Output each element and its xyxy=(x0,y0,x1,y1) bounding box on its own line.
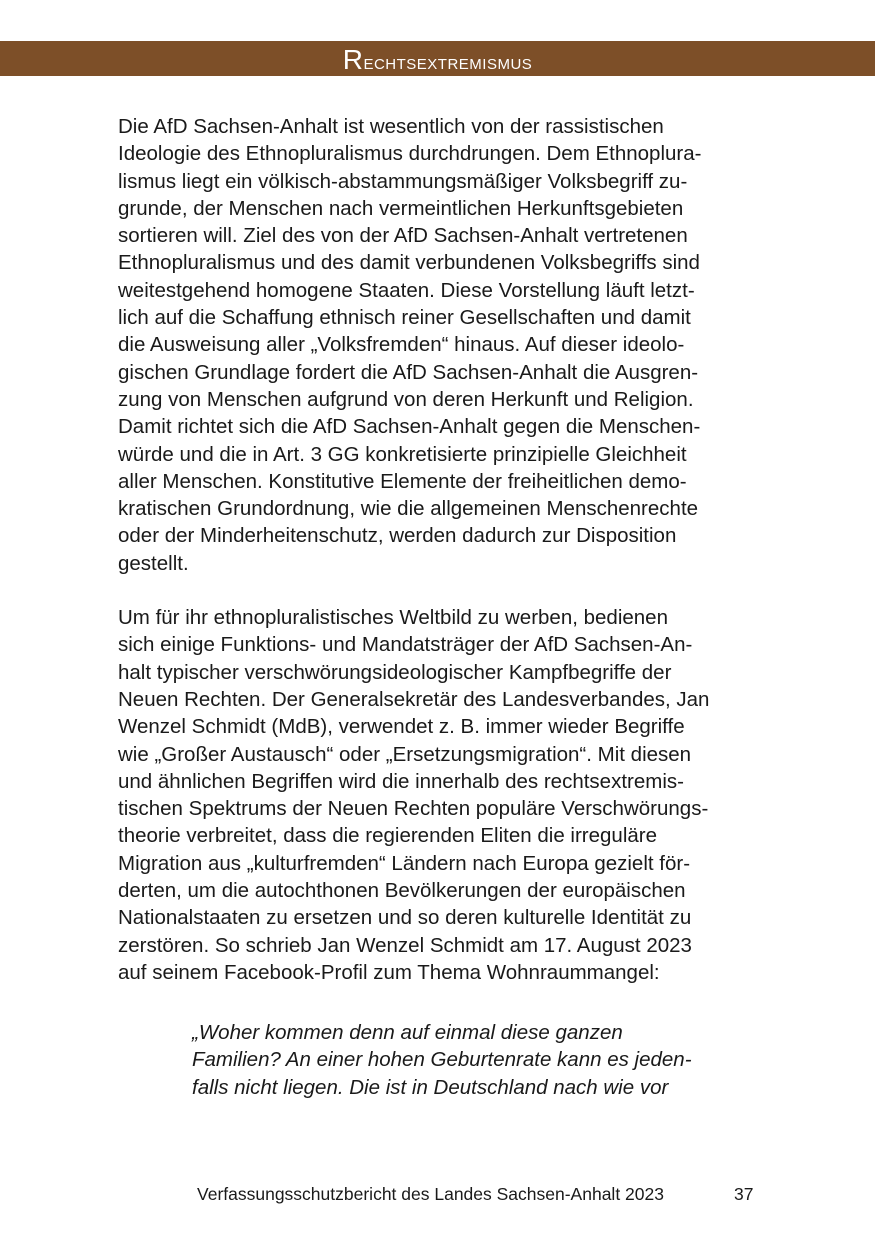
paragraph-conspiracy xyxy=(118,604,758,986)
section-title-initial: R xyxy=(342,44,364,75)
block-quote xyxy=(192,1019,752,1101)
text-line: Wenzel Schmidt (MdB), verwendet z. B. immer wieder Begriffe xyxy=(118,715,685,739)
text-line: kratischen Grundordnung, wie die allgemeinen Menschenrechte xyxy=(118,497,699,521)
quote-line: „Woher kommen denn auf einmal diese ganzen xyxy=(192,1021,623,1044)
text-line: lich auf die Schaffung ethnisch reiner Gesellschaften und damit xyxy=(118,306,691,330)
text-line: zung von Menschen aufgrund von deren Herkunft und Religion. xyxy=(118,387,694,411)
quote-line: falls nicht liegen. Die ist in Deutschland nach wie vor xyxy=(192,1075,669,1099)
text-line: Migration aus „kulturfremden“ Ländern nach Europa gezielt för- xyxy=(118,851,691,875)
text-line: derten, um die autochthonen Bevölkerungen der europäischen xyxy=(118,879,686,903)
footer-publication-title: Verfassungsschutzbericht des Landes Sachsen-Anhalt 2023 xyxy=(197,1184,664,1204)
text-line: gischen Grundlage fordert die AfD Sachsen-Anhalt die Ausgren- xyxy=(118,360,699,384)
text-line: Nationalstaaten zu ersetzen und so deren kulturelle Identität zu xyxy=(118,906,692,930)
body-text xyxy=(118,113,758,986)
text-line: aller Menschen. Konstitutive Elemente der freiheitlichen demo- xyxy=(118,469,687,493)
text-line: theorie verbreitet, dass die regierenden Eliten die irreguläre xyxy=(118,824,658,848)
text-line: sich einige Funktions- und Mandatsträger der AfD Sachsen-An- xyxy=(118,633,693,657)
text-line: oder der Minderheitenschutz, werden dadurch zur Disposition xyxy=(118,524,677,548)
text-line: Neuen Rechten. Der Generalsekretär des Landesverbandes, Jan xyxy=(118,687,710,711)
text-line: Ethnopluralismus und des damit verbundenen Volksbegriffs sind xyxy=(118,251,700,275)
text-line: Damit richtet sich die AfD Sachsen-Anhalt gegen die Menschen- xyxy=(118,415,701,439)
text-line: grunde, der Menschen nach vermeintlichen Herkunftsgebieten xyxy=(118,196,684,220)
text-line: halt typischer verschwörungsideologischer Kampfbegriffe der xyxy=(118,660,672,684)
text-line: die Ausweisung aller „Volksfremden“ hinaus. Auf dieser ideolo- xyxy=(118,333,685,357)
text-line: wie „Großer Austausch“ oder „Ersetzungsmigration“. Mit diesen xyxy=(118,742,692,766)
text-line: gestellt. xyxy=(118,551,189,575)
text-line: sortieren will. Ziel des von der AfD Sachsen-Anhalt vertretenen xyxy=(118,224,688,248)
text-line: auf seinem Facebook-Profil zum Thema Wohnraummangel: xyxy=(118,960,660,984)
text-line: zerstören. So schrieb Jan Wenzel Schmidt am 17. August 2023 xyxy=(118,933,692,957)
text-line: Ideologie des Ethnopluralismus durchdrungen. Dem Ethnoplura- xyxy=(118,142,702,166)
paragraph-ethnopluralism xyxy=(118,113,758,577)
page-number: 37 xyxy=(734,1184,754,1204)
text-line: und ähnlichen Begriffen wird die innerhalb des rechtsextremis- xyxy=(118,769,684,793)
section-title xyxy=(0,41,875,76)
text-line: Um für ihr ethnopluralistisches Weltbild zu werben, bedienen xyxy=(118,606,668,630)
page-footer xyxy=(0,1181,875,1207)
text-line: tischen Spektrums der Neuen Rechten populäre Verschwörungs- xyxy=(118,797,709,821)
text-line: würde und die in Art. 3 GG konkretisierte prinzipielle Gleichheit xyxy=(118,442,687,466)
section-title-rest: echtsextremismus xyxy=(363,49,533,74)
quote-line: Familien? An einer hohen Geburtenrate kann es jeden- xyxy=(192,1048,692,1072)
text-line: weitestgehend homogene Staaten. Diese Vorstellung läuft letzt- xyxy=(118,278,695,302)
text-line: Die AfD Sachsen-Anhalt ist wesentlich von der rassistischen xyxy=(118,115,664,138)
text-line: lismus liegt ein völkisch-abstammungsmäßiger Volksbegriff zu- xyxy=(118,169,688,193)
